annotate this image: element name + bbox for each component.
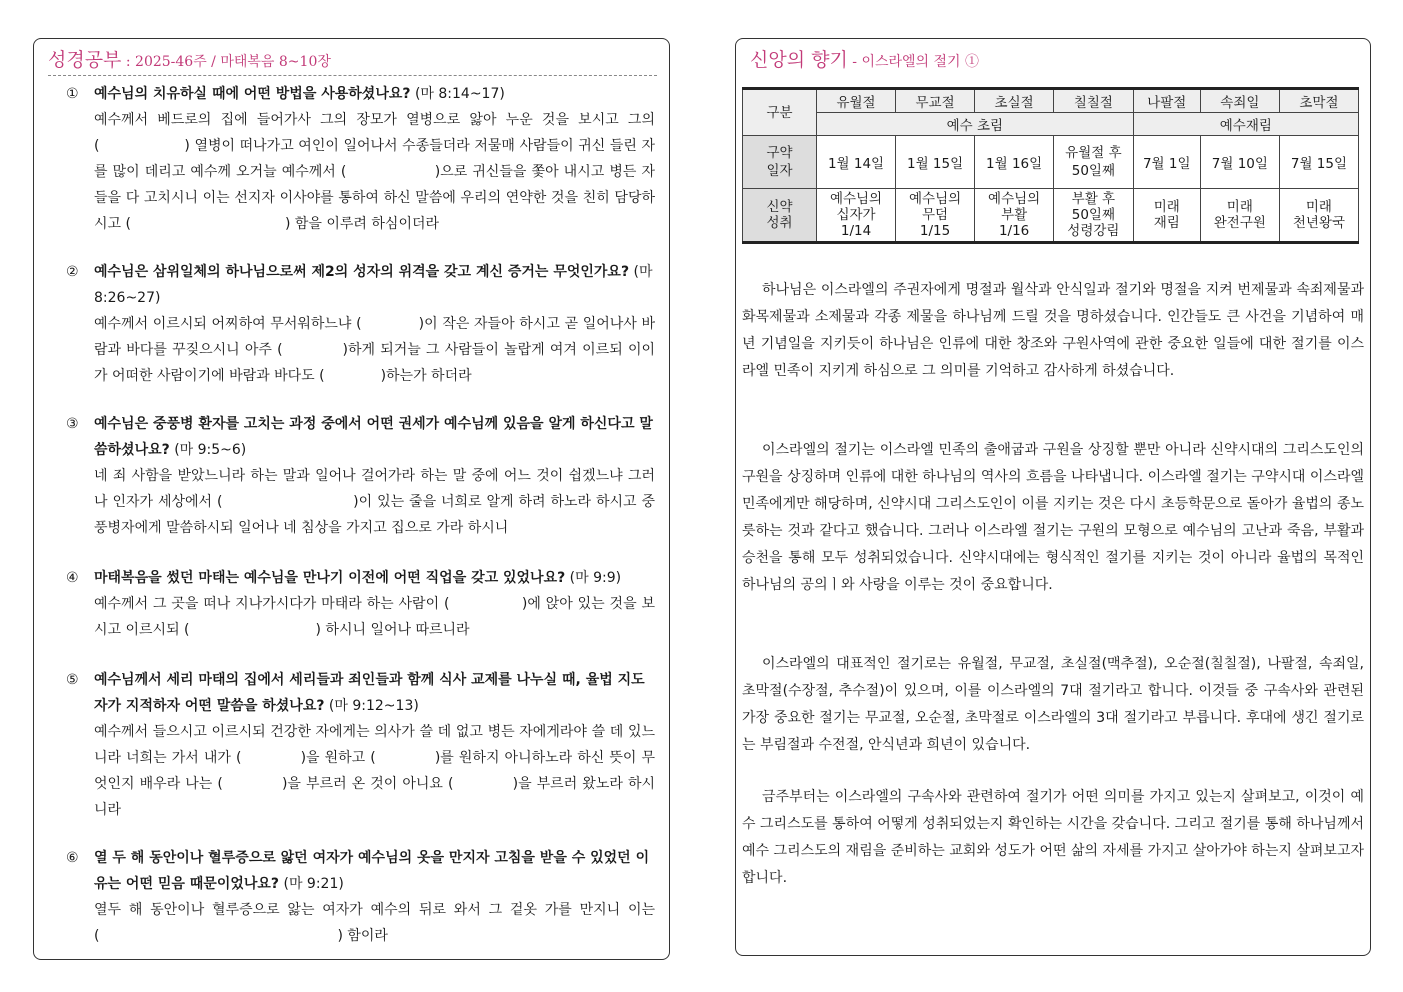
festival-name: 초실절 — [975, 89, 1054, 113]
table-cell: 유월절 후 50일째 — [1054, 136, 1134, 189]
question-passage: 예수께서 들으시고 이르시되 건강한 자에게는 의사가 쓸 데 없고 병든 자에게라야 쓸 데 있느니라 너희는 가서 내가 ( )을 원하고 ( )를 원하지 아니하노라 하신 뜻이 무엇인지 배우라 나는 ( )을 부르러 온 것이 아니요 ( )을 부르러 왔노라 하시니라 — [94, 724, 655, 818]
paragraph: 이스라엘의 절기는 이스라엘 민족의 출애굽과 구원을 상징할 뿐만 아니라 신약시대의 그리스도인의 구원을 상징하며 인류에 대한 하나님의 역사의 흐름을 나타냅니다. 이스라엘 절기는 구약시대 이스라엘 민족에게만 해당하며, 신약시대 그리스도인이 이를 지키는 것은 다시 초등학문으로 돌아가 율법의 종노릇하는 것과 같다고 했습니다. 그러나 이스라엘 절기는 구원의 모형으로 예수님의 고난과 죽음, 부활과 승천을 통해 모두 성취되었습니다. 신약시대에는 형식적인 절기를 지키는 것이 아니라 율법의 목적인 하나님의 공의ㅣ와 사랑을 이루는 것이 중요합니다. — [742, 442, 1364, 593]
question-text: 예수님은 삼위일체의 하나님으로써 제2의 성자의 위격을 갖고 계신 증거는 무엇인가요? — [94, 264, 630, 280]
paragraph: 금주부터는 이스라엘의 구속사와 관련하여 절기가 어떤 의미를 가지고 있는지 살펴보고, 이것이 예수 그리스도를 통하여 어떻게 성취되었는지 확인하는 시간을 갖습니다. 그리고 절기를 통해 하나님께서 예수 그리스도의 재림을 준비하는 교회와 성도가 어떤 삶의 자세를 가지고 살아가야 하는지 살펴보고자 합니다. — [742, 789, 1364, 886]
question-text: 예수님께서 세리 마태의 집에서 세리들과 죄인들과 함께 식사 교제를 나누실 때, 율법 지도자가 지적하자 어떤 말씀을 하셨나요? — [94, 672, 645, 714]
question-reference: (마 8:14~17) — [410, 86, 505, 102]
faith-header — [750, 45, 1358, 75]
festival-name: 유월절 — [817, 89, 896, 113]
question-number: ① — [66, 86, 79, 102]
faith-fragrance-panel — [735, 38, 1371, 956]
festival-group-row — [743, 113, 1359, 136]
table-cell: 1월 15일 — [896, 136, 975, 189]
question-2 — [66, 259, 655, 389]
festival-name: 무교절 — [896, 89, 975, 113]
paragraph: 하나님은 이스라엘의 주권자에게 명절과 월삭과 안식일과 절기와 명절을 지켜 번제물과 속죄제물과 화목제물과 소제물과 각종 제물을 하나님께 드릴 것을 명하셨습니다. 인간들도 큰 사건을 기념하여 매년 기념일을 지키듯이 하나님은 인류에 대한 창조와 구원사역에 관한 중요한 일들에 대한 절기를 이스라엘 민족이 지키게 하심으로 그 의미를 기억하고 감사하게 하셨습니다. — [742, 282, 1364, 379]
table-cell: 미래 천년왕국 — [1279, 189, 1358, 243]
table-cell: 예수님의 무덤 1/15 — [896, 189, 975, 243]
question-number: ④ — [66, 570, 79, 586]
bible-study-header — [48, 45, 657, 76]
question-text: 열 두 해 동안이나 혈루증으로 앓던 여자가 예수님의 옷을 만지자 고침을 받을 수 있었던 이유는 어떤 믿음 때문이었나요? — [94, 850, 650, 892]
bible-study-title: 성경공부 — [48, 49, 122, 71]
question-reference: (마 9:9) — [565, 570, 622, 586]
table-cell: 7월 15일 — [1279, 136, 1358, 189]
table-cell: 미래 완전구원 — [1200, 189, 1279, 243]
question-number: ② — [66, 264, 79, 280]
question-6 — [66, 845, 655, 949]
festival-table — [742, 87, 1359, 244]
group-second-coming: 예수재림 — [1133, 113, 1358, 136]
table-cell: 예수님의 십자가 1/14 — [817, 189, 896, 243]
question-reference: (마 9:5~6) — [169, 442, 247, 458]
question-passage: 예수께서 베드로의 집에 들어가사 그의 장모가 열병으로 앓아 누운 것을 보시고 그의 ( ) 열병이 떠나가고 여인이 일어나서 수종들더라 저물매 사람들이 귀신 들린 자를 많이 데리고 예수께 오거늘 예수께서 ( )으로 귀신들을 쫓아 내시고 병든 자들을 다 고치시니 이는 선지자 이사야를 통하여 하신 말씀에 우리의 연약한 것을 친히 담당하시고 ( ) 함을 이루려 하심이더라 — [94, 112, 655, 232]
table-cell: 1월 14일 — [817, 136, 896, 189]
row-header: 신약 성취 — [743, 189, 817, 243]
question-reference: (마 8:26~27) — [94, 264, 653, 306]
faith-subtitle: - 이스라엘의 절기 ① — [847, 54, 980, 70]
question-passage: 열두 해 동안이나 혈루증으로 앓는 여자가 예수의 뒤로 와서 그 겉옷 가를 만지니 이는 ( ) 함이라 — [94, 902, 655, 944]
faith-title: 신앙의 향기 — [750, 49, 848, 71]
table-cell: 1월 16일 — [975, 136, 1054, 189]
question-passage: 예수께서 그 곳을 떠나 지나가시다가 마태라 하는 사람이 ( )에 앉아 있는 것을 보시고 이르시되 ( ) 하시니 일어나 따르니라 — [94, 596, 655, 638]
question-passage: 예수께서 이르시되 어찌하여 무서워하느냐 ( )이 작은 자들아 하시고 곧 일어나사 바람과 바다를 꾸짖으시니 아주 ( )하게 되거늘 그 사람들이 놀랍게 여겨 이르되 이이가 어떠한 사람이기에 바람과 바다도 ( )하는가 하더라 — [94, 316, 655, 384]
old-testament-date-row — [743, 136, 1359, 189]
question-5 — [66, 667, 655, 823]
column-header-label: 구분 — [743, 89, 817, 136]
question-number: ⑥ — [66, 850, 79, 866]
table-cell: 7월 1일 — [1133, 136, 1200, 189]
bible-study-panel — [33, 38, 670, 960]
festival-name: 초막절 — [1279, 89, 1358, 113]
bible-study-subtitle: : 2025-46주 / 마태복음 8~10장 — [121, 54, 331, 70]
question-number: ③ — [66, 416, 79, 432]
festival-name: 칠칠절 — [1054, 89, 1134, 113]
festival-name-row — [743, 89, 1359, 113]
festival-name: 속죄일 — [1200, 89, 1279, 113]
question-text: 마태복음을 썼던 마태는 예수님을 만나기 이전에 어떤 직업을 갖고 있었나요? — [94, 570, 566, 586]
question-passage: 네 죄 사함을 받았느니라 하는 말과 일어나 걸어가라 하는 말 중에 어느 것이 쉽겠느냐 그러나 인자가 세상에서 ( )이 있는 줄을 너희로 알게 하려 하노라 하시고 중풍병자에게 말씀하시되 일어나 네 침상을 가지고 집으로 가라 하시니 — [94, 468, 655, 536]
question-1 — [66, 81, 655, 237]
question-4 — [66, 565, 655, 643]
festival-name: 나팔절 — [1133, 89, 1200, 113]
question-text: 예수님의 치유하실 때에 어떤 방법을 사용하셨나요? — [94, 86, 411, 102]
new-testament-fulfillment-row — [743, 189, 1359, 243]
table-cell: 미래 재림 — [1133, 189, 1200, 243]
table-cell: 예수님의 부활 1/16 — [975, 189, 1054, 243]
row-header: 구약 일자 — [743, 136, 817, 189]
question-reference: (마 9:21) — [279, 876, 344, 892]
question-reference: (마 9:12~13) — [324, 698, 419, 714]
question-text: 예수님은 중풍병 환자를 고치는 과정 중에서 어떤 권세가 예수님께 있음을 알게 하신다고 말씀하셨나요? — [94, 416, 653, 458]
table-cell: 7월 10일 — [1200, 136, 1279, 189]
paragraph: 이스라엘의 대표적인 절기로는 유월절, 무교절, 초실절(맥추절), 오순절(칠칠절), 나팔절, 속죄일, 초막절(수장절, 추수절)이 있으며, 이를 이스라엘의 7대 절기라고 합니다. 이것들 중 구속사와 관련된 가장 중요한 절기는 무교절, 오순절, 초막절로 이스라엘의 3대 절기라고 부릅니다. 후대에 생긴 절기로는 부림절과 수전절, 안식년과 희년이 있습니다. — [742, 656, 1364, 753]
group-first-coming: 예수 초림 — [817, 113, 1134, 136]
table-cell: 부활 후 50일째 성령강림 — [1054, 189, 1134, 243]
question-number: ⑤ — [66, 672, 79, 688]
question-3 — [66, 411, 655, 541]
